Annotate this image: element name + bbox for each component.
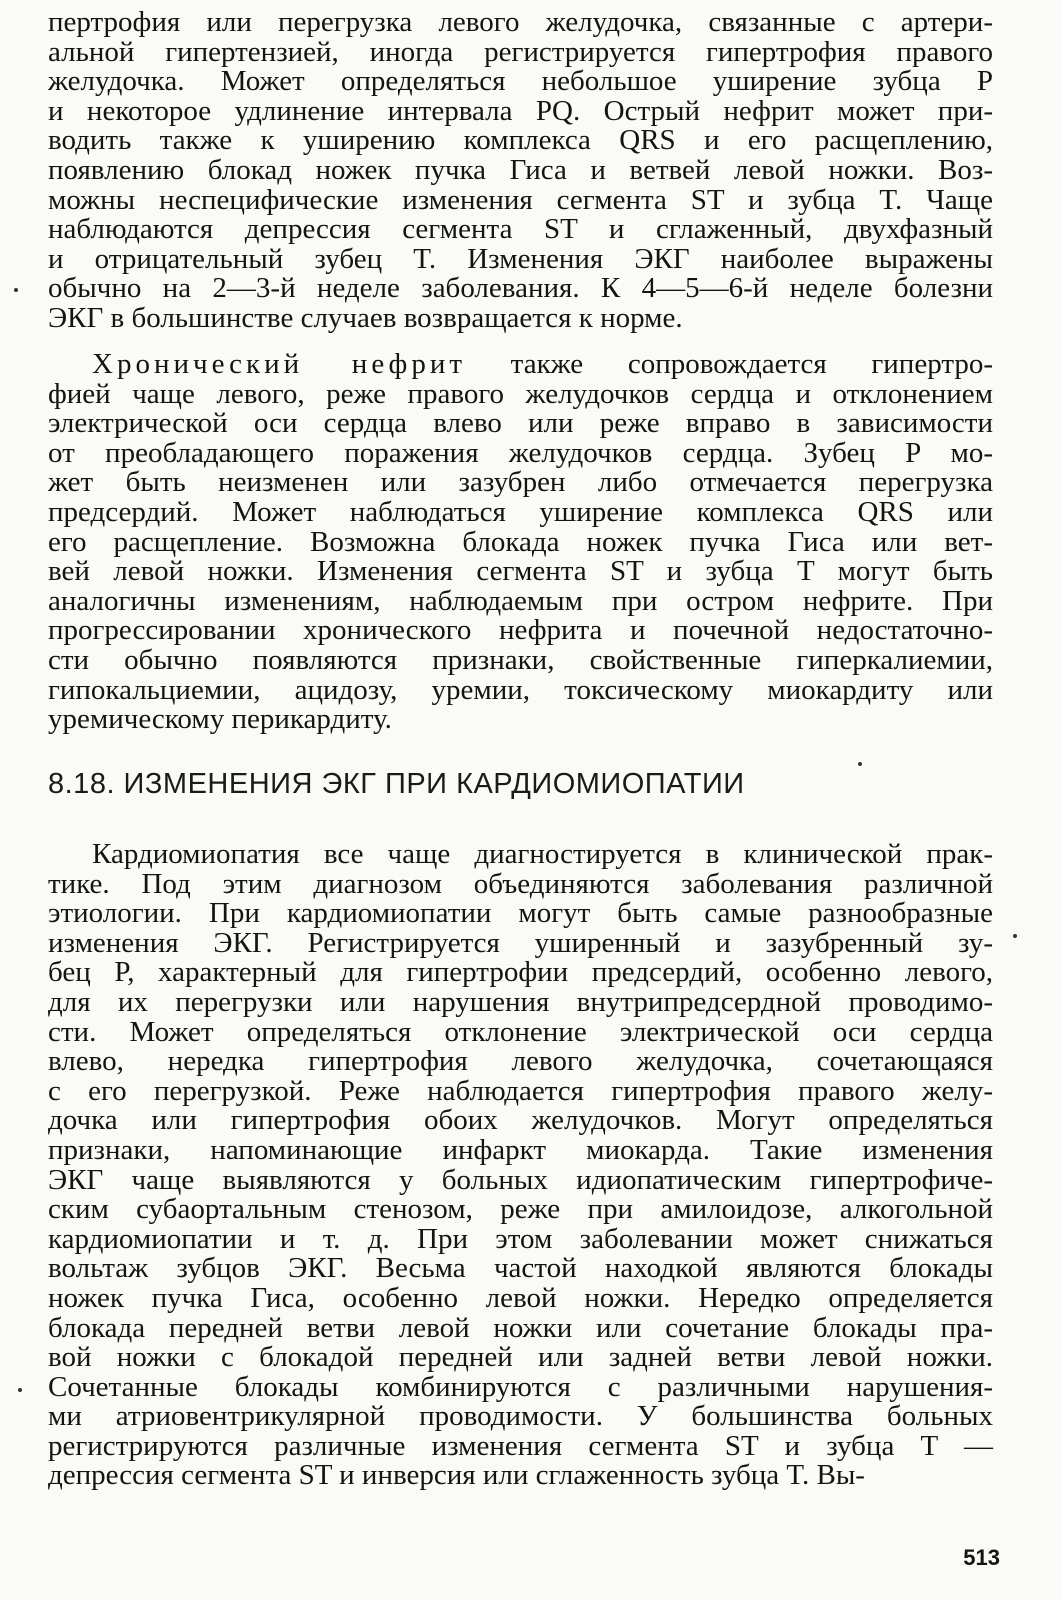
text-line: депрессия сегмента ST и инверсия или сглаженность зубца T. Вы-: [48, 1459, 865, 1492]
text-line: обычно на 2—3-й неделе заболевания. К 4—5—6-й неделе болезни: [48, 272, 993, 305]
text-line: Сочетанные блокады комбинируются с различными нарушения-: [48, 1370, 993, 1403]
text-line: ским субаортальным стенозом, реже при амилоидозе, алкогольной: [48, 1193, 993, 1226]
text-line: можны неспецифические изменения сегмента ST и зубца T. Чаще: [48, 183, 993, 216]
speck: [14, 288, 18, 292]
text-line: фией чаще левого, реже правого желудочков сердца и отклонением: [48, 377, 993, 410]
text-line: от преобладающего поражения желудочков сердца. Зубец P мо-: [48, 436, 993, 469]
page-number: 513: [963, 1545, 1000, 1570]
text-line: желудочка. Может определяться небольшое уширение зубца P: [48, 65, 993, 98]
text-line: наблюдаются депрессия сегмента ST и сглаженный, двухфазный: [48, 213, 993, 246]
text-line: вой ножки с блокадой передней или задней ветви левой ножки.: [48, 1341, 993, 1374]
text-line: пертрофия или перегрузка левого желудочка, связанные с артери-: [48, 6, 993, 38]
text-line: вей левой ножки. Изменения сегмента ST и зубца T могут быть: [48, 555, 993, 588]
speck: [18, 1388, 22, 1392]
text-line: прогрессировании хронического нефрита и почечной недостаточно-: [48, 614, 993, 647]
text-line: его расщепление. Возможна блокада ножек пучка Гиса или вет-: [48, 525, 993, 558]
text-line: вольтаж зубцов ЭКГ. Весьма частой находкой являются блокады: [48, 1252, 993, 1285]
text-line: влево, нередка гипертрофия левого желудочка, сочетающаяся: [48, 1045, 993, 1078]
paragraph-chronic-nephritis: [48, 350, 993, 735]
lead-term: Хронический нефрит: [92, 348, 467, 380]
text-line: уремическому перикардиту.: [48, 703, 392, 736]
text-line: предсердий. Может наблюдаться уширение комплекса QRS или: [48, 495, 993, 528]
section-heading: 8.18. ИЗМЕНЕНИЯ ЭКГ ПРИ КАРДИОМИОПАТИИ: [48, 768, 745, 800]
text-line: появлению блокад ножек пучка Гиса и ветвей левой ножки. Воз-: [48, 153, 993, 186]
text-line: и некоторое удлинение интервала PQ. Острый нефрит может при-: [48, 94, 993, 127]
text-line: ЭКГ в большинстве случаев возвращается к норме.: [48, 301, 683, 334]
text-line: изменения ЭКГ. Регистрируется уширенный и зазубренный зу-: [48, 926, 993, 959]
text-line: сти. Может определяться отклонение электрической оси сердца: [48, 1015, 993, 1048]
text-line: для их перегрузки или нарушения внутрипредсердной проводимо-: [48, 985, 993, 1018]
speck: [1013, 934, 1017, 938]
text-line: ЭКГ чаще выявляются у больных идиопатическим гипертрофиче-: [48, 1163, 993, 1196]
text-line: электрической оси сердца влево или реже вправо в зависимости: [48, 407, 993, 440]
text-line: сти обычно появляются признаки, свойственные гиперкалиемии,: [48, 643, 993, 676]
text-line: ми атриовентрикулярной проводимости. У большинства больных: [48, 1400, 993, 1433]
paragraph-cardiomyopathy: [48, 840, 993, 1491]
text-line: бец P, характерный для гипертрофии предсердий, особенно левого,: [48, 956, 993, 989]
paragraph-acute-nephritis: [48, 8, 993, 334]
text-line: регистрируются различные изменения сегмента ST и зубца T —: [48, 1429, 993, 1462]
text-line: и отрицательный зубец T. Изменения ЭКГ наиболее выражены: [48, 242, 993, 275]
text-line: блокада передней ветви левой ножки или сочетание блокады пра-: [48, 1311, 993, 1344]
text-line: тике. Под этим диагнозом объединяются заболевания различной: [48, 867, 993, 900]
text-line: аналогичны изменениям, наблюдаемым при остром нефрите. При: [48, 584, 993, 617]
text-line: с его перегрузкой. Реже наблюдается гипертрофия правого желу-: [48, 1074, 993, 1107]
text-line: признаки, напоминающие инфаркт миокарда. Такие изменения: [48, 1133, 993, 1166]
text-line: альной гипертензией, иногда регистрируется гипертрофия правого: [48, 35, 993, 68]
text-line: водить также к уширению комплекса QRS и его расщеплению,: [48, 124, 993, 157]
text-line: гипокальциемии, ацидозу, уремии, токсическому миокардиту или: [48, 673, 993, 706]
text-line: Кардиомиопатия все чаще диагностируется в клинической прак-: [92, 838, 993, 870]
text-line: дочка или гипертрофия обоих желудочков. Могут определяться: [48, 1104, 993, 1137]
text-line: ножек пучка Гиса, особенно левой ножки. Нередко определяется: [48, 1281, 993, 1314]
text-line: кардиомиопатии и т. д. При этом заболевании может снижаться: [48, 1222, 993, 1255]
text-line: жет быть неизменен или зазубрен либо отмечается перегрузка: [48, 466, 993, 499]
speck: [858, 762, 862, 766]
text-line: этиологии. При кардиомиопатии могут быть самые разнообразные: [48, 897, 993, 930]
text-line: Хронический нефрит также сопровождается гипертро-: [92, 348, 993, 380]
